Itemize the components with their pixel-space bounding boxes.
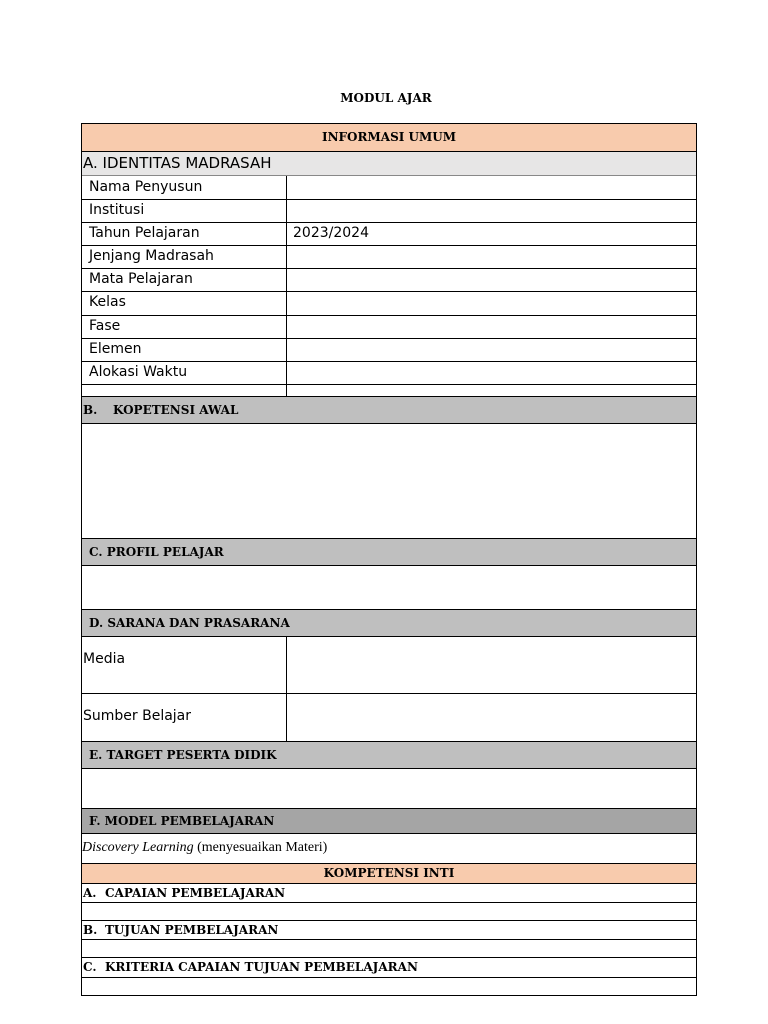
identity-value-field[interactable] xyxy=(287,176,696,199)
identity-label: Tahun Pelajaran xyxy=(89,225,200,241)
identity-row xyxy=(82,176,696,200)
ki-item-label: KRITERIA CAPAIAN TUJUAN PEMBELAJARAN xyxy=(105,960,418,974)
identity-label: Nama Penyusun xyxy=(89,179,203,195)
kompetensi-inti-header xyxy=(82,864,696,884)
ki-item-kriteria-content[interactable] xyxy=(82,978,696,995)
sumber-belajar-value-field[interactable] xyxy=(287,694,696,741)
identitas-madrasah-header xyxy=(82,152,696,176)
sarana-prasarana-header xyxy=(82,609,696,637)
identity-label: Mata Pelajaran xyxy=(89,271,193,287)
ki-item-tujuan xyxy=(82,921,696,940)
kompetensi-inti-label: KOMPETENSI INTI xyxy=(323,866,455,880)
kopetensi-awal-prefix: B. xyxy=(83,403,98,417)
identity-value-field[interactable] xyxy=(287,339,696,361)
identity-value-field[interactable] xyxy=(287,246,696,268)
form-table xyxy=(81,123,697,996)
identity-label: Fase xyxy=(89,318,121,334)
identity-label: Jenjang Madrasah xyxy=(89,248,214,264)
identity-value-field[interactable] xyxy=(287,200,696,222)
media-label: Media xyxy=(83,651,126,667)
identity-row xyxy=(82,223,696,246)
kopetensi-awal-header xyxy=(82,396,696,424)
identity-value: 2023/2024 xyxy=(293,225,369,241)
model-pembelajaran-header xyxy=(82,808,696,834)
identity-row xyxy=(82,269,696,292)
ki-item-prefix: B. xyxy=(83,923,98,937)
profil-pelajar-title: C. PROFIL PELAJAR xyxy=(89,545,224,559)
identity-value-field[interactable] xyxy=(287,385,696,396)
ki-item-prefix: A. xyxy=(83,886,97,900)
target-peserta-didik-content[interactable] xyxy=(82,769,696,808)
target-peserta-didik-title: E. TARGET PESERTA DIDIK xyxy=(89,748,277,762)
identity-value-field[interactable] xyxy=(287,223,696,245)
identitas-madrasah-title: A. IDENTITAS MADRASAH xyxy=(83,154,272,172)
media-value-field[interactable] xyxy=(287,637,696,693)
profil-pelajar-header xyxy=(82,538,696,566)
ki-item-prefix: C. xyxy=(83,960,97,974)
model-rest-text: (menyesuaikan Materi) xyxy=(193,840,328,855)
ki-item-capaian-content[interactable] xyxy=(82,903,696,921)
document-title: MODUL AJAR xyxy=(340,91,432,105)
ki-item-label: TUJUAN PEMBELAJARAN xyxy=(105,923,279,937)
identity-value-field[interactable] xyxy=(287,292,696,315)
model-pembelajaran-content[interactable] xyxy=(82,834,696,864)
identity-row xyxy=(82,200,696,223)
identity-value-field[interactable] xyxy=(287,362,696,384)
identity-label: Alokasi Waktu xyxy=(89,364,188,380)
media-row xyxy=(82,637,696,694)
model-italic-text: Discovery Learning xyxy=(82,840,194,855)
ki-item-kriteria xyxy=(82,958,696,978)
ki-item-tujuan-content[interactable] xyxy=(82,940,696,958)
identity-value-field[interactable] xyxy=(287,316,696,338)
ki-item-capaian xyxy=(82,884,696,903)
sumber-belajar-row xyxy=(82,694,696,741)
profil-pelajar-content[interactable] xyxy=(82,566,696,610)
identity-row xyxy=(82,246,696,269)
sarana-prasarana-title: D. SARANA DAN PRASARANA xyxy=(89,616,290,630)
identity-label: Elemen xyxy=(89,341,142,357)
identity-row-empty xyxy=(82,385,696,396)
target-peserta-didik-header xyxy=(82,741,696,769)
identity-row xyxy=(82,316,696,339)
informasi-umum-label: INFORMASI UMUM xyxy=(321,130,457,144)
identity-label: Kelas xyxy=(89,294,126,310)
identity-row xyxy=(82,292,696,316)
identity-row xyxy=(82,339,696,362)
identity-row xyxy=(82,362,696,385)
identity-label: Institusi xyxy=(89,202,145,218)
informasi-umum-header xyxy=(82,124,696,152)
model-pembelajaran-title: F. MODEL PEMBELAJARAN xyxy=(89,814,275,828)
sumber-belajar-label: Sumber Belajar xyxy=(83,708,192,724)
ki-item-label: CAPAIAN PEMBELAJARAN xyxy=(105,886,286,900)
kopetensi-awal-title: KOPETENSI AWAL xyxy=(113,403,239,417)
kopetensi-awal-content[interactable] xyxy=(82,424,696,538)
model-pembelajaran-text xyxy=(82,840,327,856)
identity-value-field[interactable] xyxy=(287,269,696,291)
